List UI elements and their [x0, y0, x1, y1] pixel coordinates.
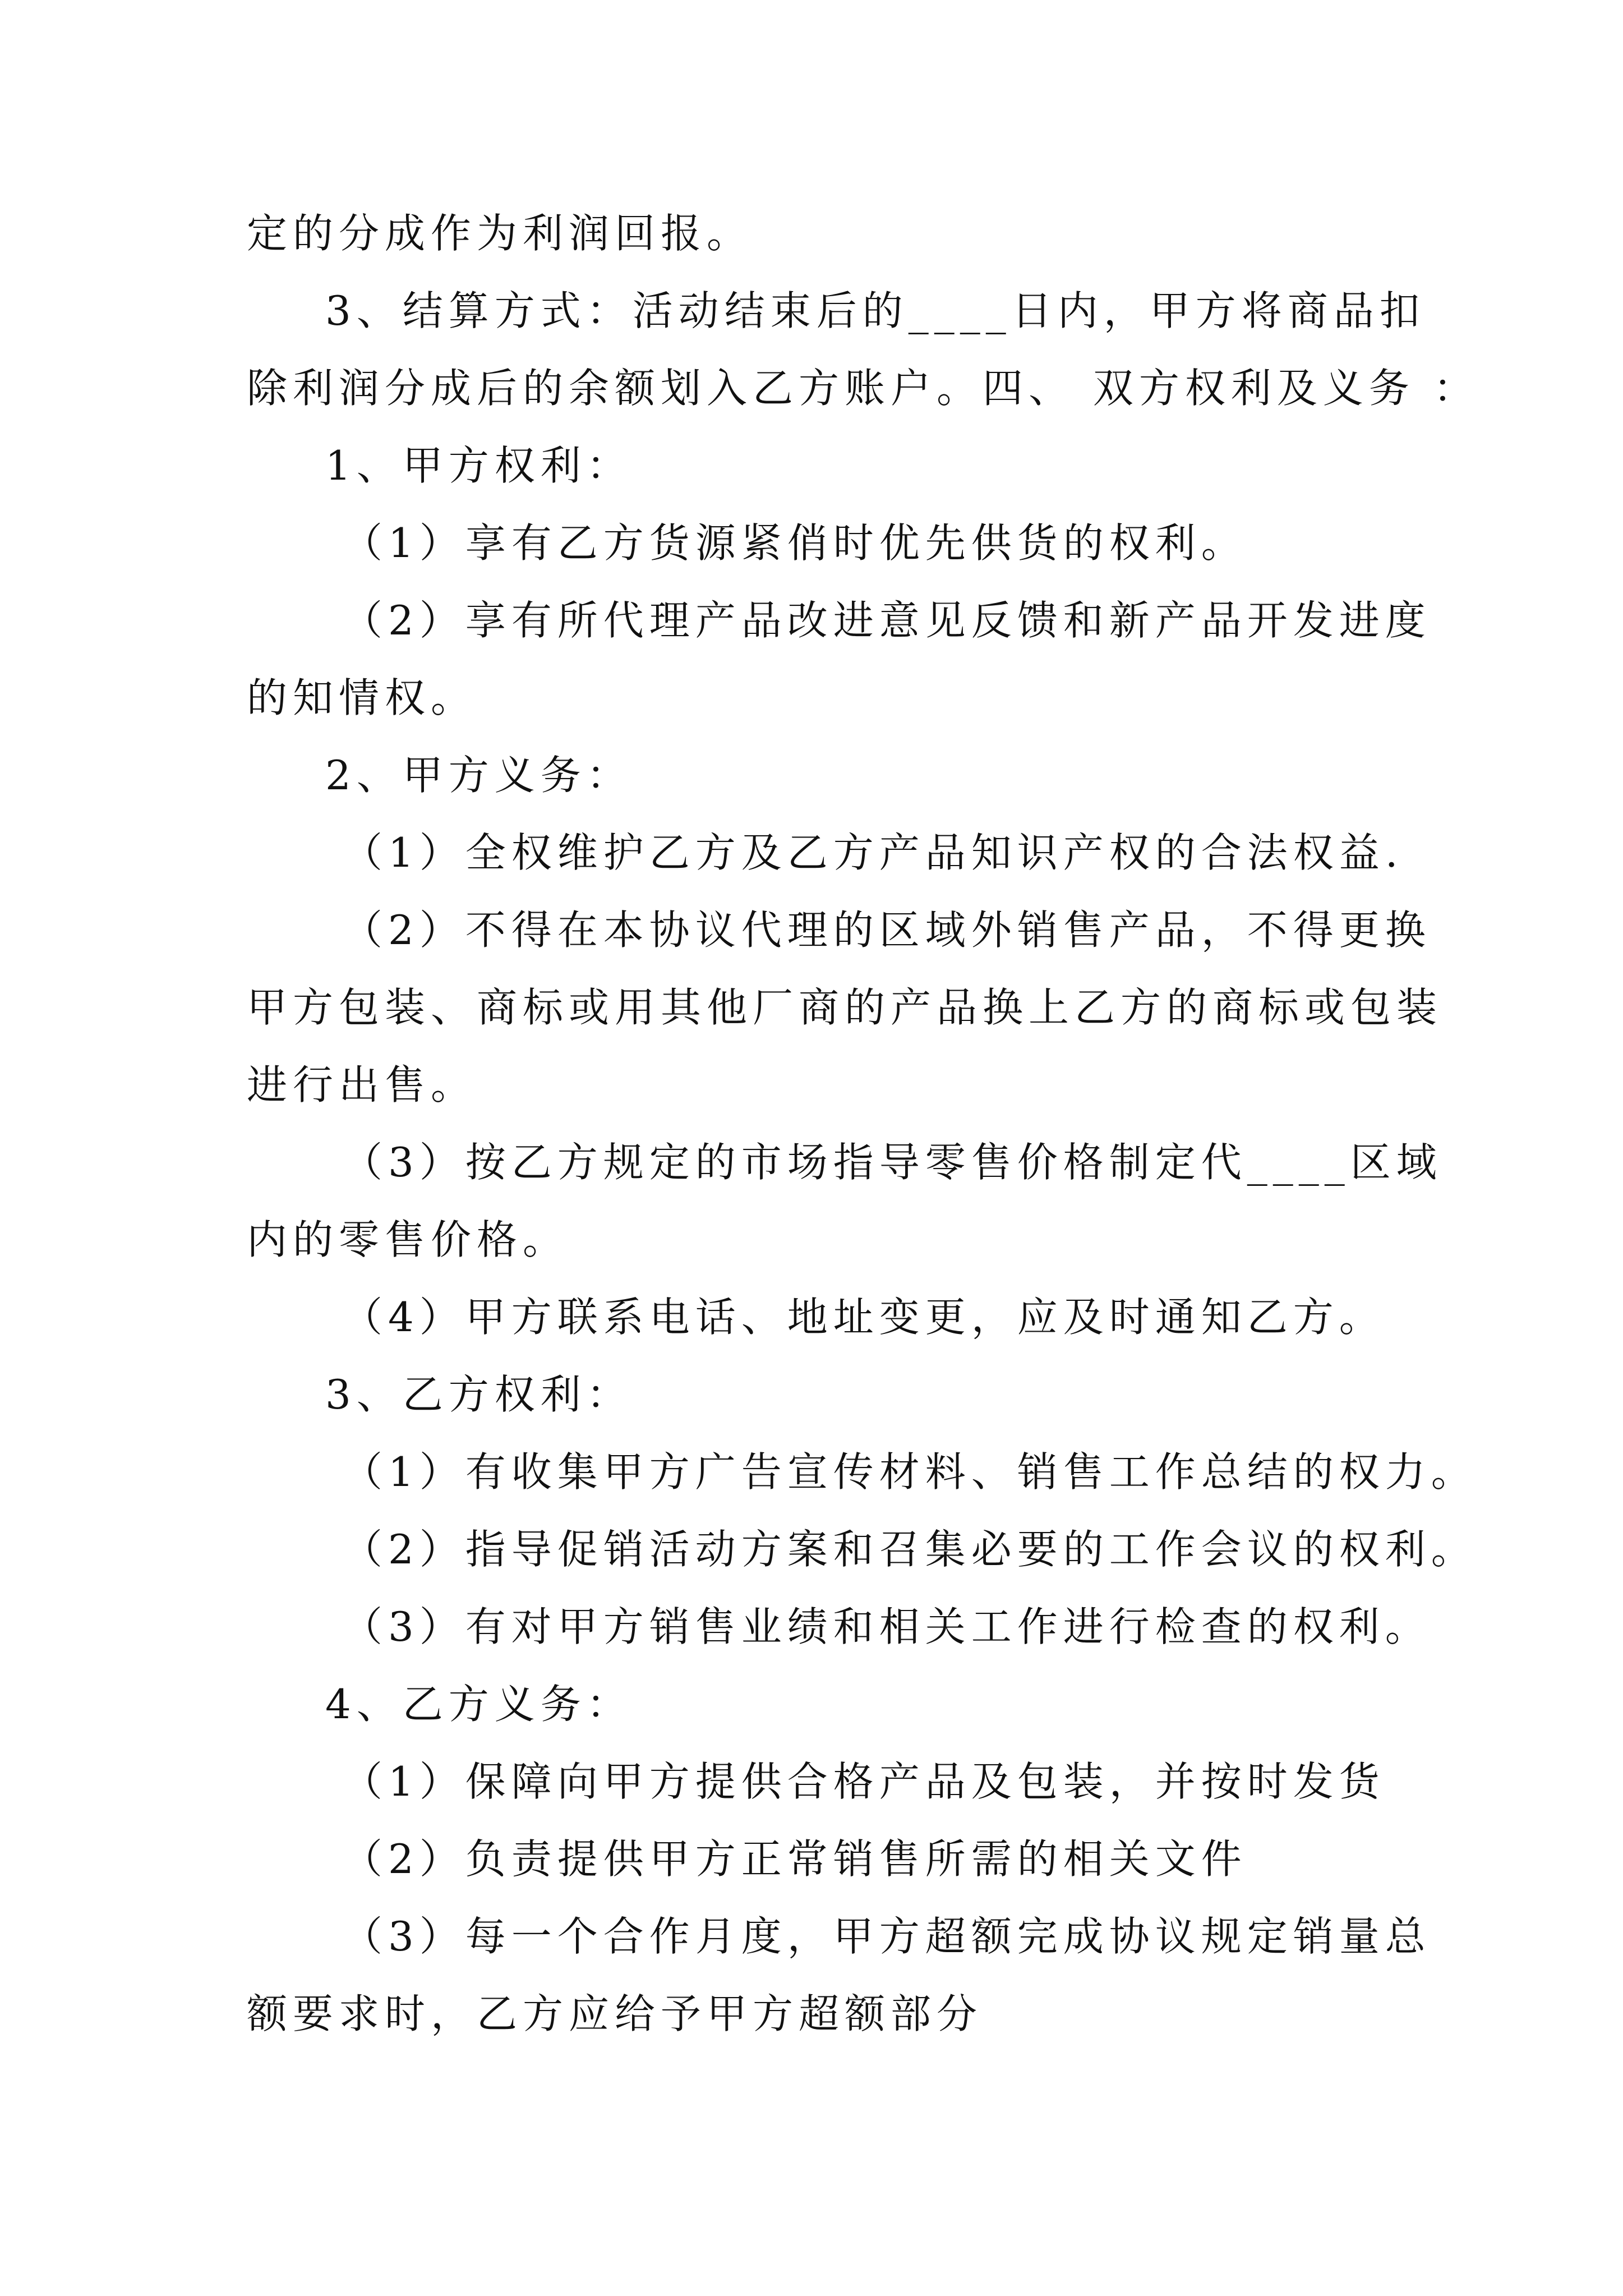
list-item: （1）全权维护乙方及乙方产品知识产权的合法权益. — [342, 829, 1404, 876]
paragraph-line: 额要求时，乙方应给予甲方超额部分 — [247, 1990, 983, 2037]
paragraph-line: 甲方包装、商标或用其他厂商的产品换上乙方的商标或包装 — [247, 984, 1443, 1031]
paragraph-line: 定的分成作为利润回报。 — [247, 210, 753, 257]
list-item: （3）按乙方规定的市场指导零售价格制定代____区域 — [342, 1139, 1442, 1186]
list-item: （1）享有乙方货源紧俏时优先供货的权利。 — [342, 519, 1247, 567]
list-item: （2）指导促销活动方案和召集必要的工作会议的权利。 — [342, 1526, 1477, 1573]
paragraph-line: 内的零售价格。 — [247, 1216, 569, 1263]
list-item: （4）甲方联系电话、地址变更，应及时通知乙方。 — [342, 1294, 1385, 1341]
document-body — [247, 210, 1479, 2071]
list-item: （1）有收集甲方广告宣传材料、销售工作总结的权力。 — [342, 1448, 1477, 1496]
section-heading: 3、乙方权利： — [325, 1371, 633, 1418]
paragraph-line: 除利润分成后的余额划入乙方账户。四、 双方权利及义务 ： — [247, 365, 1479, 412]
paragraph-line: 进行出售。 — [247, 1061, 477, 1108]
section-heading: 1、甲方权利： — [325, 442, 633, 489]
paragraph-line: 3、结算方式：活动结束后的____日内，甲方将商品扣 — [325, 287, 1426, 334]
section-heading: 2、甲方义务： — [325, 752, 633, 799]
list-item: （1）保障向甲方提供合格产品及包装，并按时发货 — [342, 1758, 1385, 1805]
list-item: （3）有对甲方销售业绩和相关工作进行检查的权利。 — [342, 1603, 1431, 1650]
list-item: （2）不得在本协议代理的区域外销售产品，不得更换 — [342, 907, 1431, 954]
section-heading: 4、乙方义务： — [325, 1681, 633, 1728]
list-item: （2）享有所代理产品改进意见反馈和新产品开发进度 — [342, 597, 1431, 644]
list-item: （3）每一个合作月度，甲方超额完成协议规定销量总 — [342, 1913, 1431, 1960]
list-item: （2）负责提供甲方正常销售所需的相关文件 — [342, 1835, 1247, 1883]
paragraph-line: 的知情权。 — [247, 674, 477, 721]
